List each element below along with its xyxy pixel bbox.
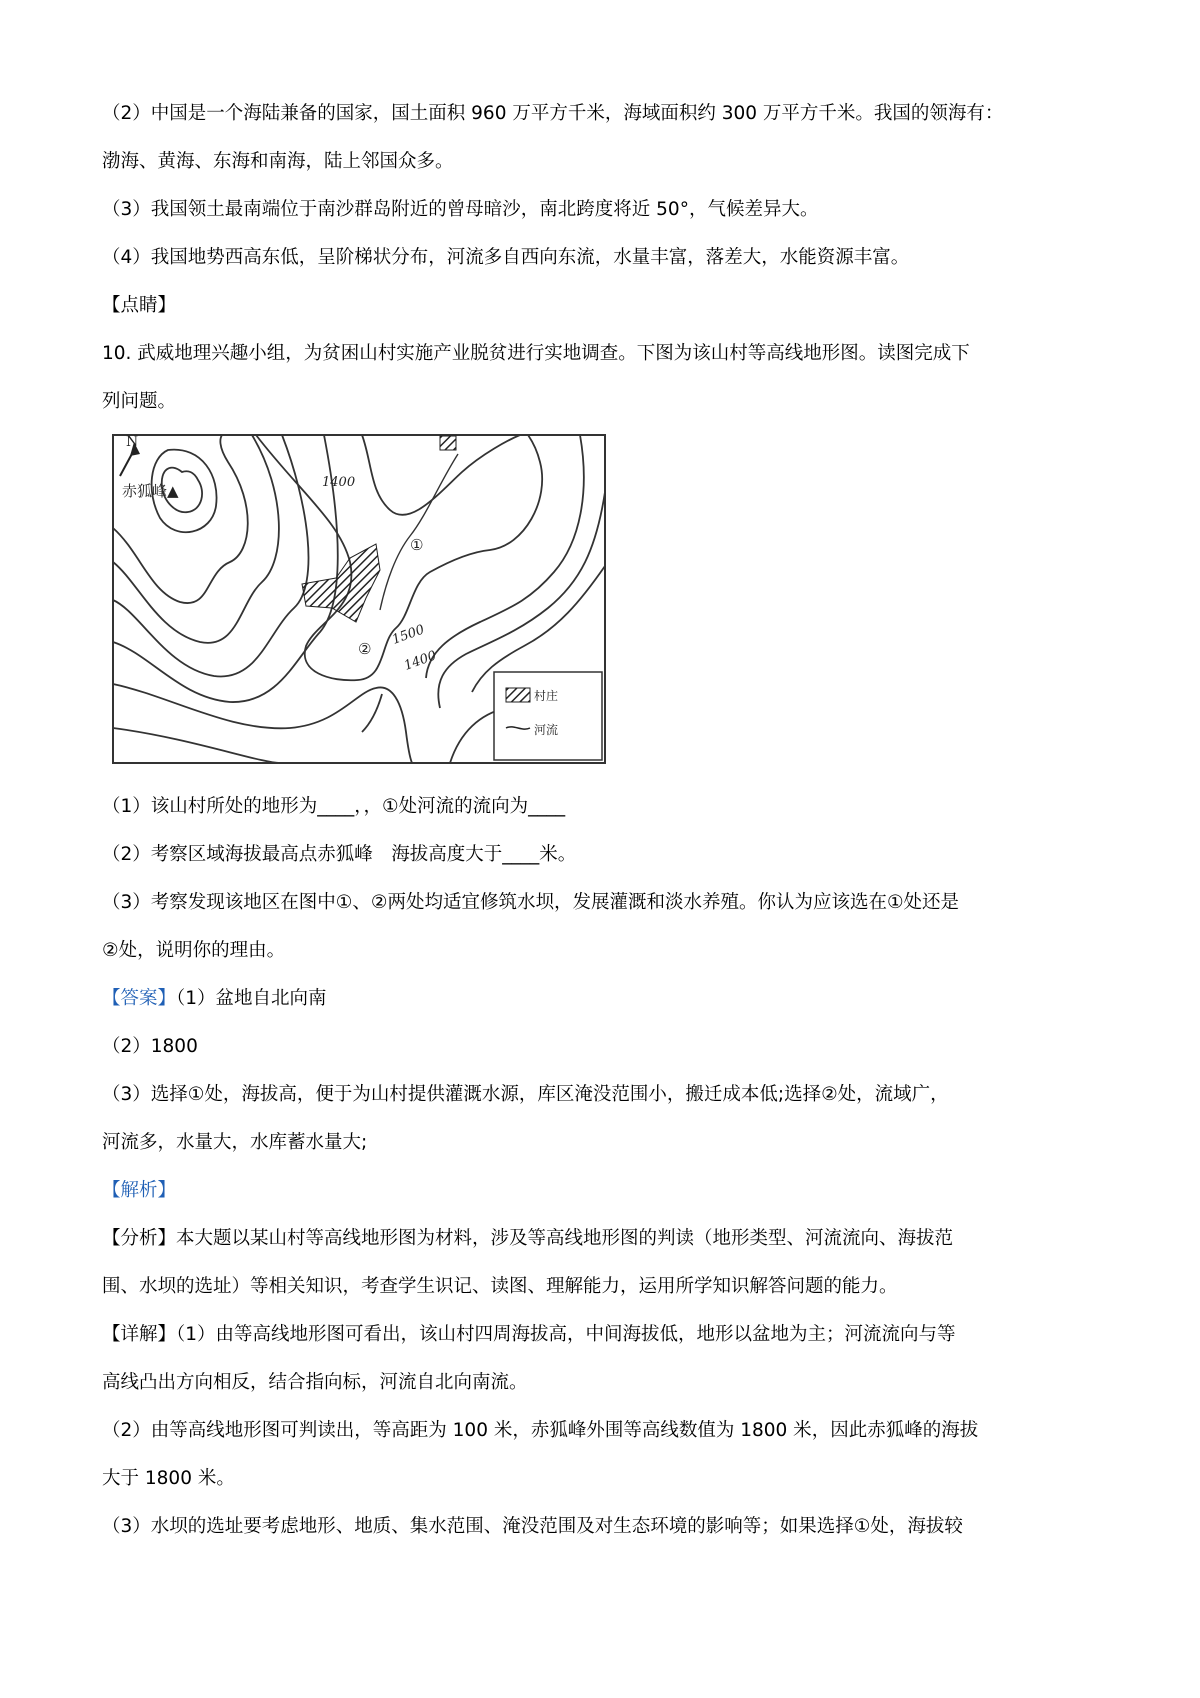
question-10-stem: 10. 武威地理兴趣小组，为贫困山村实施产业脱贫进行实地调查。下图为该山村等高线地形图。读图完成下 xyxy=(102,343,970,364)
text-line: （3）我国领土最南端位于南沙群岛附近的曾母暗沙，南北跨度将近 50°，气候差异大。 xyxy=(102,199,819,220)
svg-text:村庄: 村庄 xyxy=(534,689,559,703)
analysis-line: （3）水坝的选址要考虑地形、地质、集水范围、淹没范围及对生态环境的影响等；如果选择①处，海拔较 xyxy=(102,1516,963,1537)
text-line: （4）我国地势西高东低，呈阶梯状分布，河流多自西向东流，水量丰富，落差大，水能资源丰富。 xyxy=(102,247,910,268)
contour-label-1400-lower: 1400 xyxy=(402,648,439,674)
marker-1: ① xyxy=(410,536,424,554)
answer-tag: 【答案】 xyxy=(102,988,177,1009)
question-2: （2）考察区域海拔最高点赤狐峰 海拔高度大于____米。 xyxy=(102,844,577,865)
answer-3: （3）选择①处，海拔高，便于为山村提供灌溉水源，库区淹没范围小，搬迁成本低;选择②处，流域广， xyxy=(102,1084,949,1105)
svg-text:N: N xyxy=(126,434,139,450)
answer-3-cont: 河流多，水量大，水库蓄水量大; xyxy=(102,1132,368,1153)
analysis-line: 大于 1800 米。 xyxy=(102,1468,235,1489)
village-small xyxy=(440,436,456,450)
svg-text:河流: 河流 xyxy=(534,723,559,737)
answer-2: （2）1800 xyxy=(102,1036,198,1057)
answer-1: （1）盆地自北向南 xyxy=(176,988,327,1009)
text-line: （2）中国是一个海陆兼备的国家，国土面积 960 万平方千米，海域面积约 300 万平方千米。我国的领海有： xyxy=(102,103,1004,124)
contour-label-1500: 1500 xyxy=(390,622,427,648)
question-1: （1）该山村所处的地形为____，，①处河流的流向为____ xyxy=(102,796,566,817)
answer-line-1 xyxy=(102,986,327,1012)
analysis-line: 【分析】本大题以某山村等高线地形图为材料，涉及等高线地形图的判读（地形类型、河流流向、海拔范 xyxy=(102,1228,954,1249)
analysis-line: 围、水坝的选址）等相关知识，考查学生识记、读图、理解能力，运用所学知识解答问题的能力。 xyxy=(102,1276,898,1297)
question-3: （3）考察发现该地区在图中①、②两处均适宜修筑水坝，发展灌溉和淡水养殖。你认为应该选在①处还是 xyxy=(102,892,960,913)
analysis-line: 【详解】（1）由等高线地形图可看出，该山村四周海拔高，中间海拔低，地形以盆地为主；河流流向与等 xyxy=(102,1324,956,1345)
contour-map xyxy=(110,432,608,766)
analysis-line: 高线凸出方向相反，结合指向标，河流自北向南流。 xyxy=(102,1372,528,1393)
text-line: 渤海、黄海、东海和南海，陆上邻国众多。 xyxy=(102,151,454,172)
analysis-line: （2）由等高线地形图可判读出，等高距为 100 米，赤狐峰外围等高线数值为 1800 米，因此赤狐峰的海拔 xyxy=(102,1420,979,1441)
analysis-tag: 【解析】 xyxy=(102,1180,177,1201)
map-legend xyxy=(494,672,602,760)
question-3-cont: ②处，说明你的理由。 xyxy=(102,940,286,961)
peak-label: 赤狐峰▲ xyxy=(122,482,179,500)
marker-2: ② xyxy=(358,640,372,658)
section-tag-dianjing: 【点睛】 xyxy=(102,295,177,316)
contour-label-1400: 1400 xyxy=(322,475,356,490)
question-10-stem-cont: 列问题。 xyxy=(102,391,177,412)
